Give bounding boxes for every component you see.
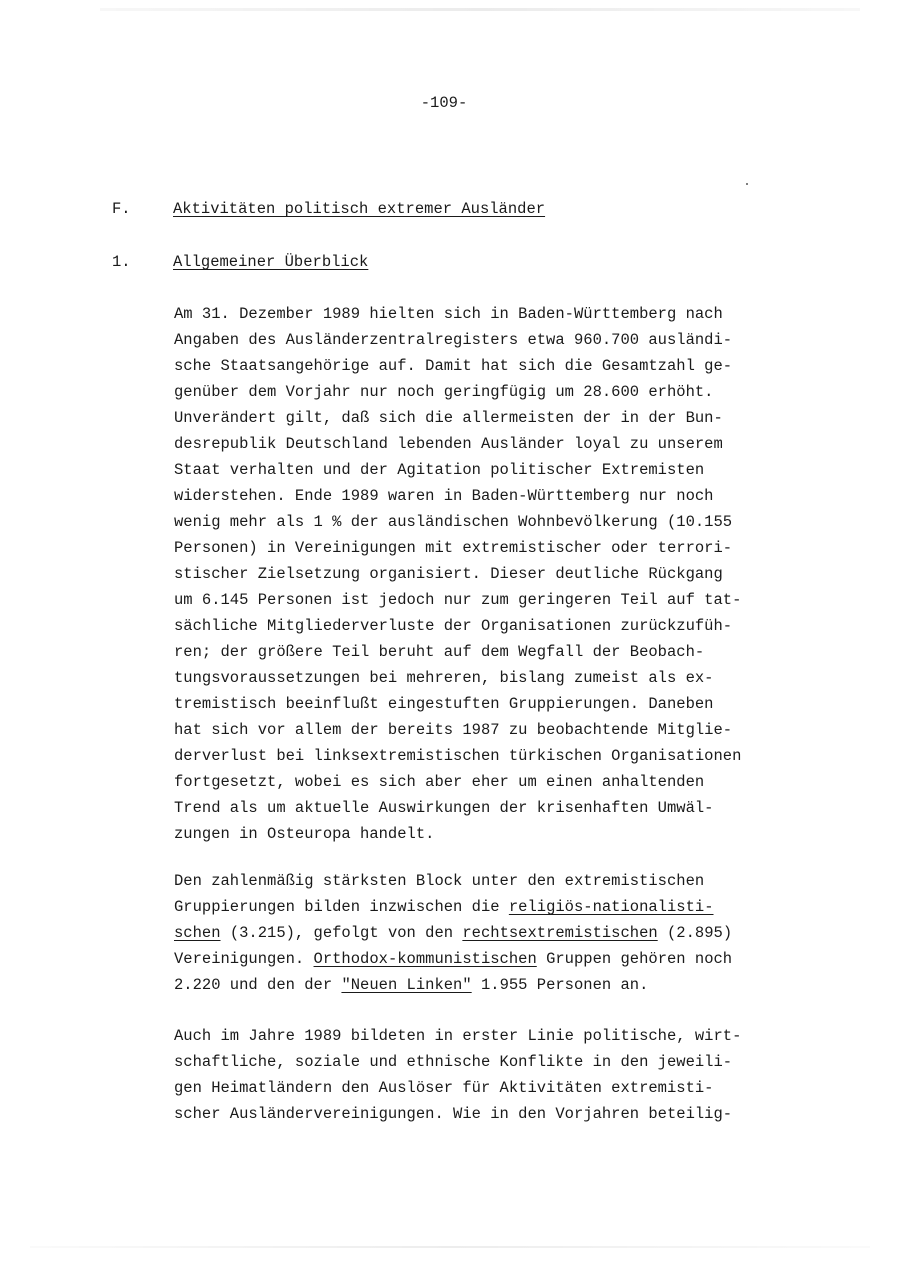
- scan-edge-bottom: [30, 1246, 870, 1248]
- section-number: F.: [112, 200, 131, 218]
- underlined-term: religiös-nationalisti-: [508, 898, 714, 916]
- text-line: tremistisch beeinflußt eingestuften Gruppierungen. Daneben: [174, 695, 714, 713]
- text-line: sche Staatsangehörige auf. Damit hat sich die Gesamtzahl ge-: [174, 357, 733, 375]
- text-line: gen Heimatländern den Auslöser für Aktivitäten extremisti-: [174, 1079, 714, 1097]
- text-line: desrepublik Deutschland lebenden Ausländer loyal zu unserem: [174, 435, 723, 453]
- subsection-number: 1.: [112, 253, 131, 271]
- text-line: scher Ausländervereinigungen. Wie in den Vorjahren beteilig-: [174, 1105, 733, 1123]
- text-line: schaftliche, soziale und ethnische Konflikte in den jeweili-: [174, 1053, 733, 1071]
- paragraph-conflicts: [174, 1023, 834, 1127]
- page-number: -109-: [420, 94, 468, 112]
- text-line: schen (3.215), gefolgt von den rechtsextremistischen (2.895): [174, 924, 733, 942]
- paragraph-overview: [174, 301, 834, 847]
- text-line: 2.220 und den der "Neuen Linken" 1.955 Personen an.: [174, 976, 649, 994]
- text-line: zungen in Osteuropa handelt.: [174, 825, 435, 843]
- section-title: Aktivitäten politisch extremer Ausländer: [173, 200, 546, 218]
- text-line: Vereinigungen. Orthodox-kommunistischen Gruppen gehören noch: [174, 950, 733, 968]
- text-line: Trend als um aktuelle Auswirkungen der krisenhaften Umwäl-: [174, 799, 714, 817]
- scan-speck: [746, 183, 748, 185]
- text-line: Auch im Jahre 1989 bildeten in erster Linie politische, wirt-: [174, 1027, 742, 1045]
- underlined-term: "Neuen Linken": [341, 976, 472, 994]
- text-line: stischer Zielsetzung organisiert. Dieser deutliche Rückgang: [174, 565, 723, 583]
- text-line: Den zahlenmäßig stärksten Block unter den extremistischen: [174, 872, 705, 890]
- text-line: ren; der größere Teil beruht auf dem Wegfall der Beobach-: [174, 643, 705, 661]
- subsection-title: Allgemeiner Überblick: [173, 253, 369, 271]
- text-line: Am 31. Dezember 1989 hielten sich in Baden-Württemberg nach: [174, 305, 723, 323]
- text-line: um 6.145 Personen ist jedoch nur zum geringeren Teil auf tat-: [174, 591, 742, 609]
- paragraph-groupings: [174, 868, 834, 998]
- text-line: Angaben des Ausländerzentralregisters etwa 960.700 ausländi-: [174, 331, 733, 349]
- text-line: tungsvoraussetzungen bei mehreren, bislang zumeist als ex-: [174, 669, 714, 687]
- text-line: derverlust bei linksextremistischen türkischen Organisationen: [174, 747, 742, 765]
- text-line: sächliche Mitgliederverluste der Organisationen zurückzufüh-: [174, 617, 733, 635]
- text-line: Personen) in Vereinigungen mit extremistischer oder terrori-: [174, 539, 733, 557]
- text-line: wenig mehr als 1 % der ausländischen Wohnbevölkerung (10.155: [174, 513, 733, 531]
- text-line: Gruppierungen bilden inzwischen die religiös-nationalisti-: [174, 898, 714, 916]
- text-line: hat sich vor allem der bereits 1987 zu beobachtende Mitglie-: [174, 721, 733, 739]
- text-line: widerstehen. Ende 1989 waren in Baden-Württemberg nur noch: [174, 487, 714, 505]
- text-line: Staat verhalten und der Agitation politischer Extremisten: [174, 461, 705, 479]
- scan-edge-top: [100, 8, 860, 11]
- underlined-term: rechtsextremistischen: [462, 924, 658, 942]
- underlined-term: schen: [174, 924, 221, 942]
- text-line: Unverändert gilt, daß sich die allermeisten der in der Bun-: [174, 409, 723, 427]
- text-line: genüber dem Vorjahr nur noch geringfügig um 28.600 erhöht.: [174, 383, 714, 401]
- underlined-term: Orthodox-kommunistischen: [313, 950, 537, 968]
- text-line: fortgesetzt, wobei es sich aber eher um einen anhaltenden: [174, 773, 705, 791]
